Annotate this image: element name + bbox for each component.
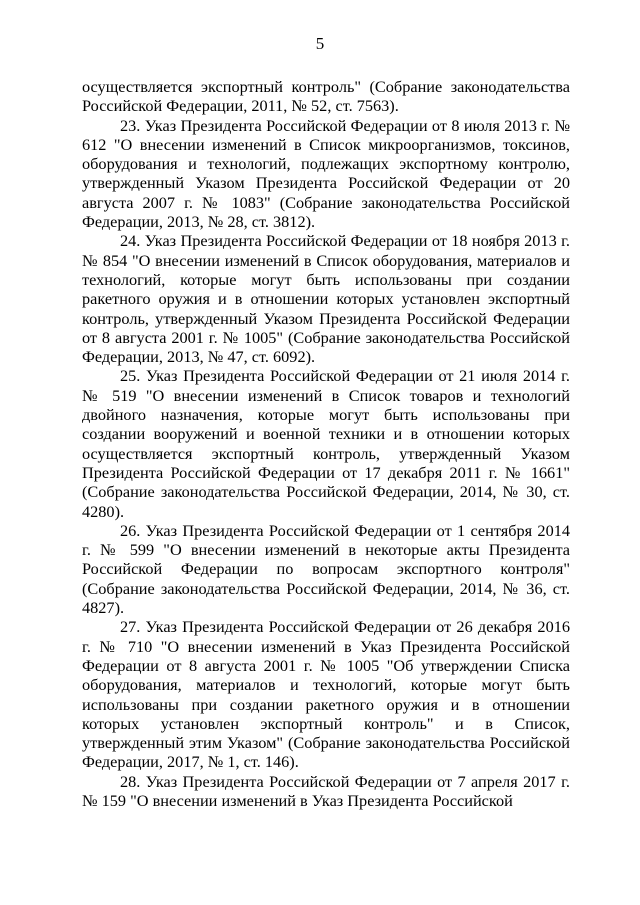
paragraph-item-25: 25. Указ Президента Российской Федерации от 21 июля 2014 г. № 519 "О внесении изменений в Список товаров и технологий двойного назначения, которые могут быть использованы при создании вооружений и военной техники и в отношении которых осуществляется экспортный контроль, утвержденный Указом Президента Российской Федерации от 17 декабря 2011 г. № 1661" (Собрание законодательства Российской Федерации, 2014, № 30, ст. 4280). (82, 366, 570, 521)
document-body (82, 77, 570, 810)
paragraph-item-27: 27. Указ Президента Российской Федерации от 26 декабря 2016 г. № 710 "О внесении изменений в Указ Президента Российской Федерации от 8 августа 2001 г. № 1005 "Об утверждении Списка оборудования, материалов и технологий, которые могут быть использованы при создании ракетного оружия и в отношении которых установлен экспортный контроль" и в Список, утвержденный этим Указом" (Собрание законодательства Российской Федерации, 2017, № 1, ст. 146). (82, 617, 570, 772)
paragraph-item-26: 26. Указ Президента Российской Федерации от 1 сентября 2014 г. № 599 "О внесении изменений в некоторые акты Президента Российской Федерации по вопросам экспортного контроля" (Собрание законодательства Российской Федерации, 2014, № 36, ст. 4827). (82, 520, 570, 618)
paragraph-item-24: 24. Указ Президента Российской Федерации от 18 ноября 2013 г. № 854 "О внесении изменений в Список оборудования, материалов и технологий, которые могут быть использованы при создании ракетного оружия и в отношении которых установлен экспортный контроль, утвержденный Указом Президента Российской Федерации от 8 августа 2001 г. № 1005" (Собрание законодательства Российской Федерации, 2013, № 47, ст. 6092). (82, 231, 570, 367)
page-number: 5 (315, 34, 325, 53)
paragraph-item-23: 23. Указ Президента Российской Федерации от 8 июля 2013 г. № 612 "О внесении изменений в Список микроорганизмов, токсинов, оборудования и технологий, подлежащих экспортному контролю, утвержденный Указом Президента Российской Федерации от 20 августа 2007 г. № 1083" (Собрание законодательства Российской Федерации, 2013, № 28, ст. 3812). (82, 115, 570, 232)
paragraph-continuation: осуществляется экспортный контроль" (Собрание законодательства Российской Федерации, 2011, № 52, ст. 7563). (82, 77, 570, 116)
paragraph-item-28: 28. Указ Президента Российской Федерации от 7 апреля 2017 г. № 159 "О внесении изменений в Указ Президента Российской (82, 771, 570, 810)
